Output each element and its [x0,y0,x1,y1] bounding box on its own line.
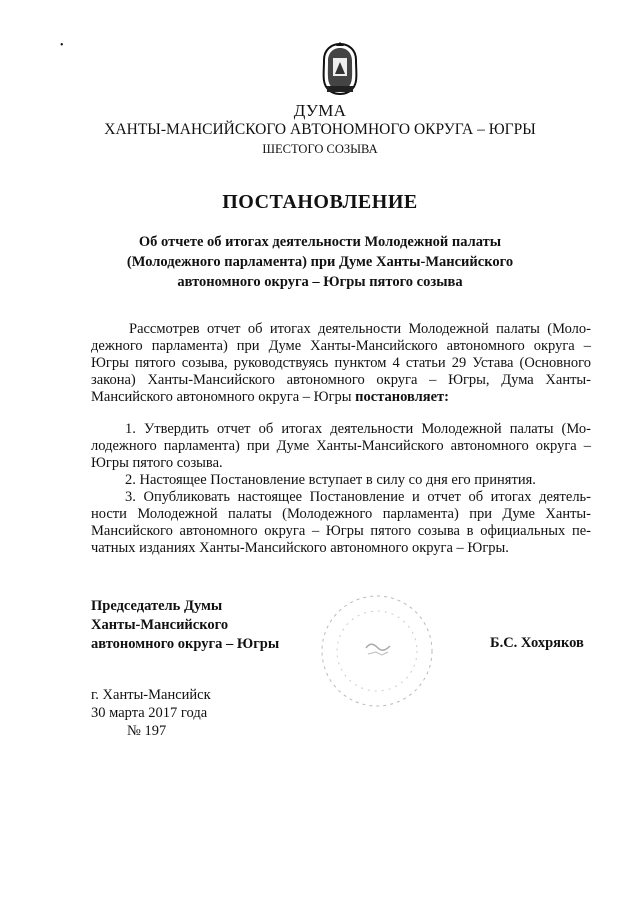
preamble-line: закона) Ханты-Мансийского автономного округа – Югры, Дума Ханты- [91,372,591,388]
item-2: 2. Настоящее Постановление вступает в силу со дня его принятия. [125,472,536,488]
preamble-line-text: Мансийского автономного округа – Югры [91,389,352,405]
position-line: автономного округа – Югры [91,636,280,652]
document-number: № 197 [127,723,167,739]
preamble-line: Рассмотрев отчет об итогах деятельности Молодежной палаты (Моло- [129,321,591,337]
document-subject [0,232,640,292]
item-3-line: ности Молодежной палаты (Молодежного парламента) при Думе Ханты- [91,506,591,522]
round-seal-stamp-icon [318,592,436,710]
subject-line: автономного округа – Югры пятого созыва [177,274,463,290]
preamble-line [91,389,591,406]
position-line: Председатель Думы [91,598,223,614]
item-3-line: 3. Опубликовать настоящее Постановление и отчет об итогах деятель- [125,489,591,505]
decision-keyword: постановляет: [355,389,449,405]
preamble-line: Югры пятого созыва, руководствуясь пунктом 4 статьи 29 Устава (Основного [91,355,591,371]
margin-mark: • [60,40,64,51]
position-line: Ханты-Мансийского [91,617,229,633]
signatory-position [91,597,279,654]
convocation-title: ШЕСТОГО СОЗЫВА [262,142,378,156]
document-type: ПОСТАНОВЛЕНИЕ [222,191,418,213]
signatory-name: Б.С. Хохряков [490,635,584,651]
item-1-line: 1. Утвердить отчет об итогах деятельности Молодежной палаты (Мо- [125,421,591,437]
item-3-line: чатных изданиях Ханты-Мансийского автономного округа – Югры. [91,540,509,556]
region-title: ХАНТЫ-МАНСИЙСКОГО АВТОНОМНОГО ОКРУГА – ЮГРЫ [104,121,536,138]
coat-of-arms-icon [317,42,363,96]
preamble-paragraph [91,321,591,406]
subject-line: Об отчете об итогах деятельности Молодежной палаты [138,234,502,250]
item-1-line: Югры пятого созыва. [91,455,223,471]
item-1-line: лодежного парламента) при Думе Ханты-Мансийского автономного округа – [91,438,591,454]
resolution-items [91,421,591,557]
subject-line: (Молодежного парламента) при Думе Ханты-Мансийского [126,254,514,270]
preamble-line: дежного парламента) при Думе Ханты-Мансийского автономного округа – [91,338,591,354]
issue-city: г. Ханты-Мансийск [91,687,211,703]
issue-date: 30 марта 2017 года [91,705,208,721]
organization-title: ДУМА [293,101,347,120]
document-footer [91,686,211,740]
item-3-line: Мансийского автономного округа – Югры пятого созыва в официальных пе- [91,523,591,539]
